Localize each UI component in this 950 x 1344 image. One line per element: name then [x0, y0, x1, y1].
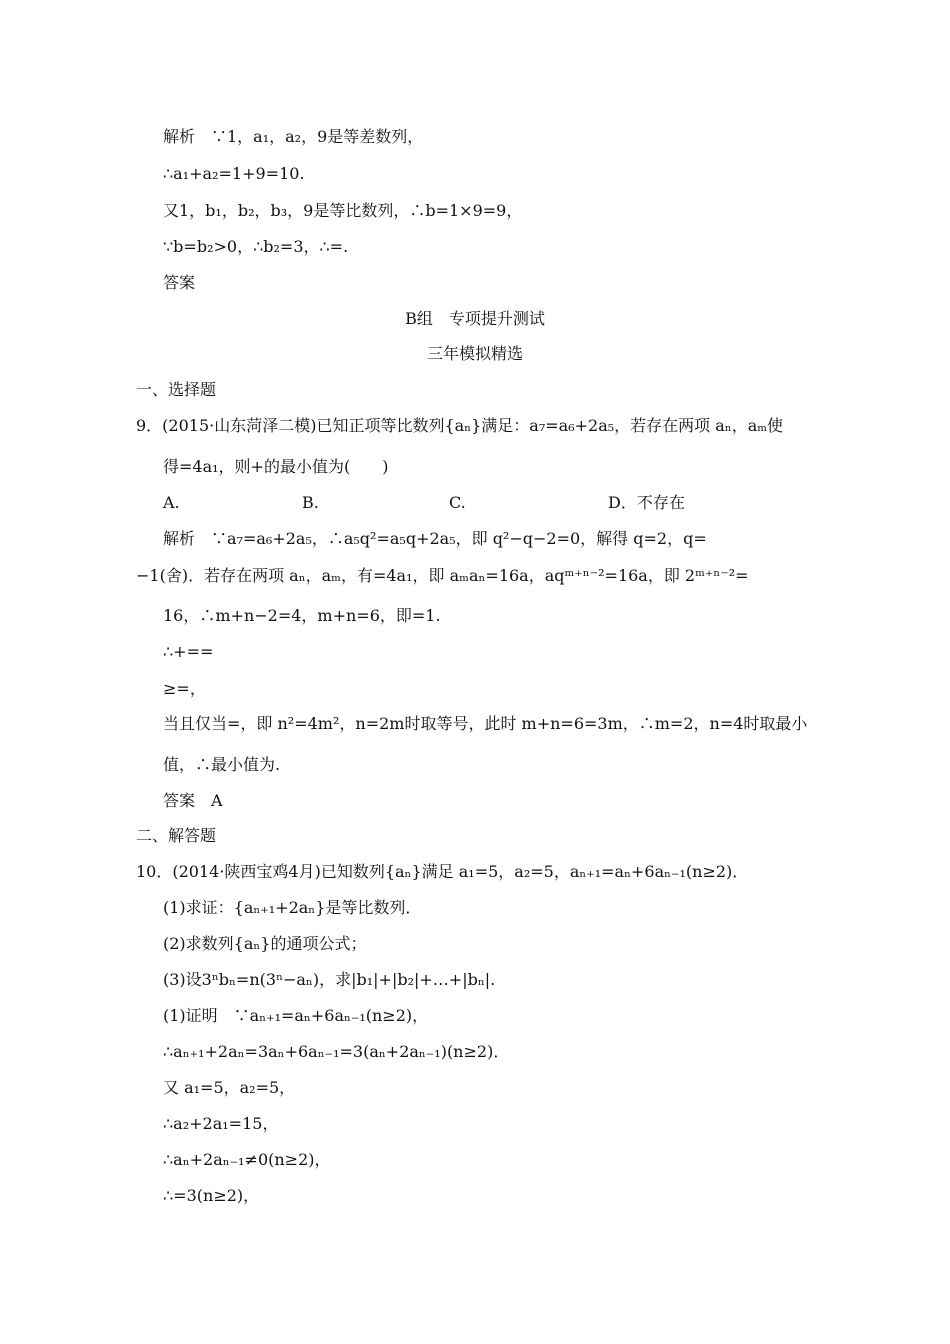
text-line: −1(舍)．若存在两项 aₙ，aₘ，有=4a₁，即 aₘaₙ=16a，aqᵐ⁺ⁿ⁻²=16a，即 2ᵐ⁺ⁿ⁻²=: [136, 566, 749, 585]
text-line: 当且仅当=，即 n²=4m²，n=2m时取等号，此时 m+n=6=3m，∴m=2，n=4时取最小: [163, 714, 808, 733]
text-line: 又 a₁=5，a₂=5，: [163, 1078, 296, 1097]
section-subtitle: 三年模拟精选: [426, 344, 523, 363]
proof-line: (1)证明 ∵aₙ₊₁=aₙ+6aₙ₋₁(n≥2)，: [163, 1006, 429, 1025]
answer-label: 答案: [163, 273, 196, 292]
question-9: 9．(2015·山东菏泽二模)已知正项等比数列{aₙ}满足：a₇=a₆+2a₅，若存在两项 aₙ，aₘ使: [136, 416, 784, 435]
text-line: 值，∴最小值为.: [163, 755, 281, 774]
text-line: 16，∴m+n−2=4，m+n=6，即=1.: [163, 606, 441, 625]
option-d: D．不存在: [608, 493, 685, 512]
text-line: ∴aₙ+2aₙ₋₁≠0(n≥2)，: [163, 1150, 331, 1169]
question-10-part-2: (2)求数列{aₙ}的通项公式；: [163, 934, 367, 953]
question-10-part-1: (1)求证：{aₙ₊₁+2aₙ}是等比数列．: [163, 898, 422, 917]
question-9-cont: 得=4a₁，则+的最小值为( ): [163, 457, 389, 476]
option-a: A.: [163, 493, 180, 512]
analysis-line: 解析 ∵a₇=a₆+2a₅，∴a₅q²=a₅q+2a₅，即 q²−q−2=0，解得 q=2，q=: [163, 529, 707, 548]
question-10-part-3: (3)设3ⁿbₙ=n(3ⁿ−aₙ)，求|b₁|+|b₂|+…+|bₙ|.: [163, 970, 496, 989]
answer-line: 答案 A: [163, 791, 223, 810]
text-line: ≥=，: [163, 679, 206, 698]
option-b: B.: [302, 493, 319, 512]
text-line: ∴=3(n≥2)，: [163, 1186, 260, 1205]
text-line: ∴+==: [163, 642, 214, 661]
text-line: 又1，b₁，b₂，b₃，9是等比数列，∴b=1×9=9，: [163, 201, 523, 220]
question-10: 10．(2014·陕西宝鸡4月)已知数列{aₙ}满足 a₁=5，a₂=5，aₙ₊₁=aₙ+6aₙ₋₁(n≥2)．: [136, 862, 749, 881]
text-line: ∴a₂+2a₁=15，: [163, 1114, 279, 1133]
text-line: ∴aₙ₊₁+2aₙ=3aₙ+6aₙ₋₁=3(aₙ+2aₙ₋₁)(n≥2)．: [163, 1042, 510, 1061]
text-line: ∵b=b₂>0，∴b₂=3，∴=.: [163, 237, 349, 256]
text-line: ∴a₁+a₂=1+9=10.: [163, 164, 305, 183]
part-heading: 一、选择题: [136, 380, 217, 399]
part-heading: 二、解答题: [136, 826, 217, 845]
option-c: C.: [449, 493, 466, 512]
section-title: B组 专项提升测试: [405, 309, 545, 328]
analysis-line: 解析 ∵1，a₁，a₂，9是等差数列，: [163, 127, 424, 146]
